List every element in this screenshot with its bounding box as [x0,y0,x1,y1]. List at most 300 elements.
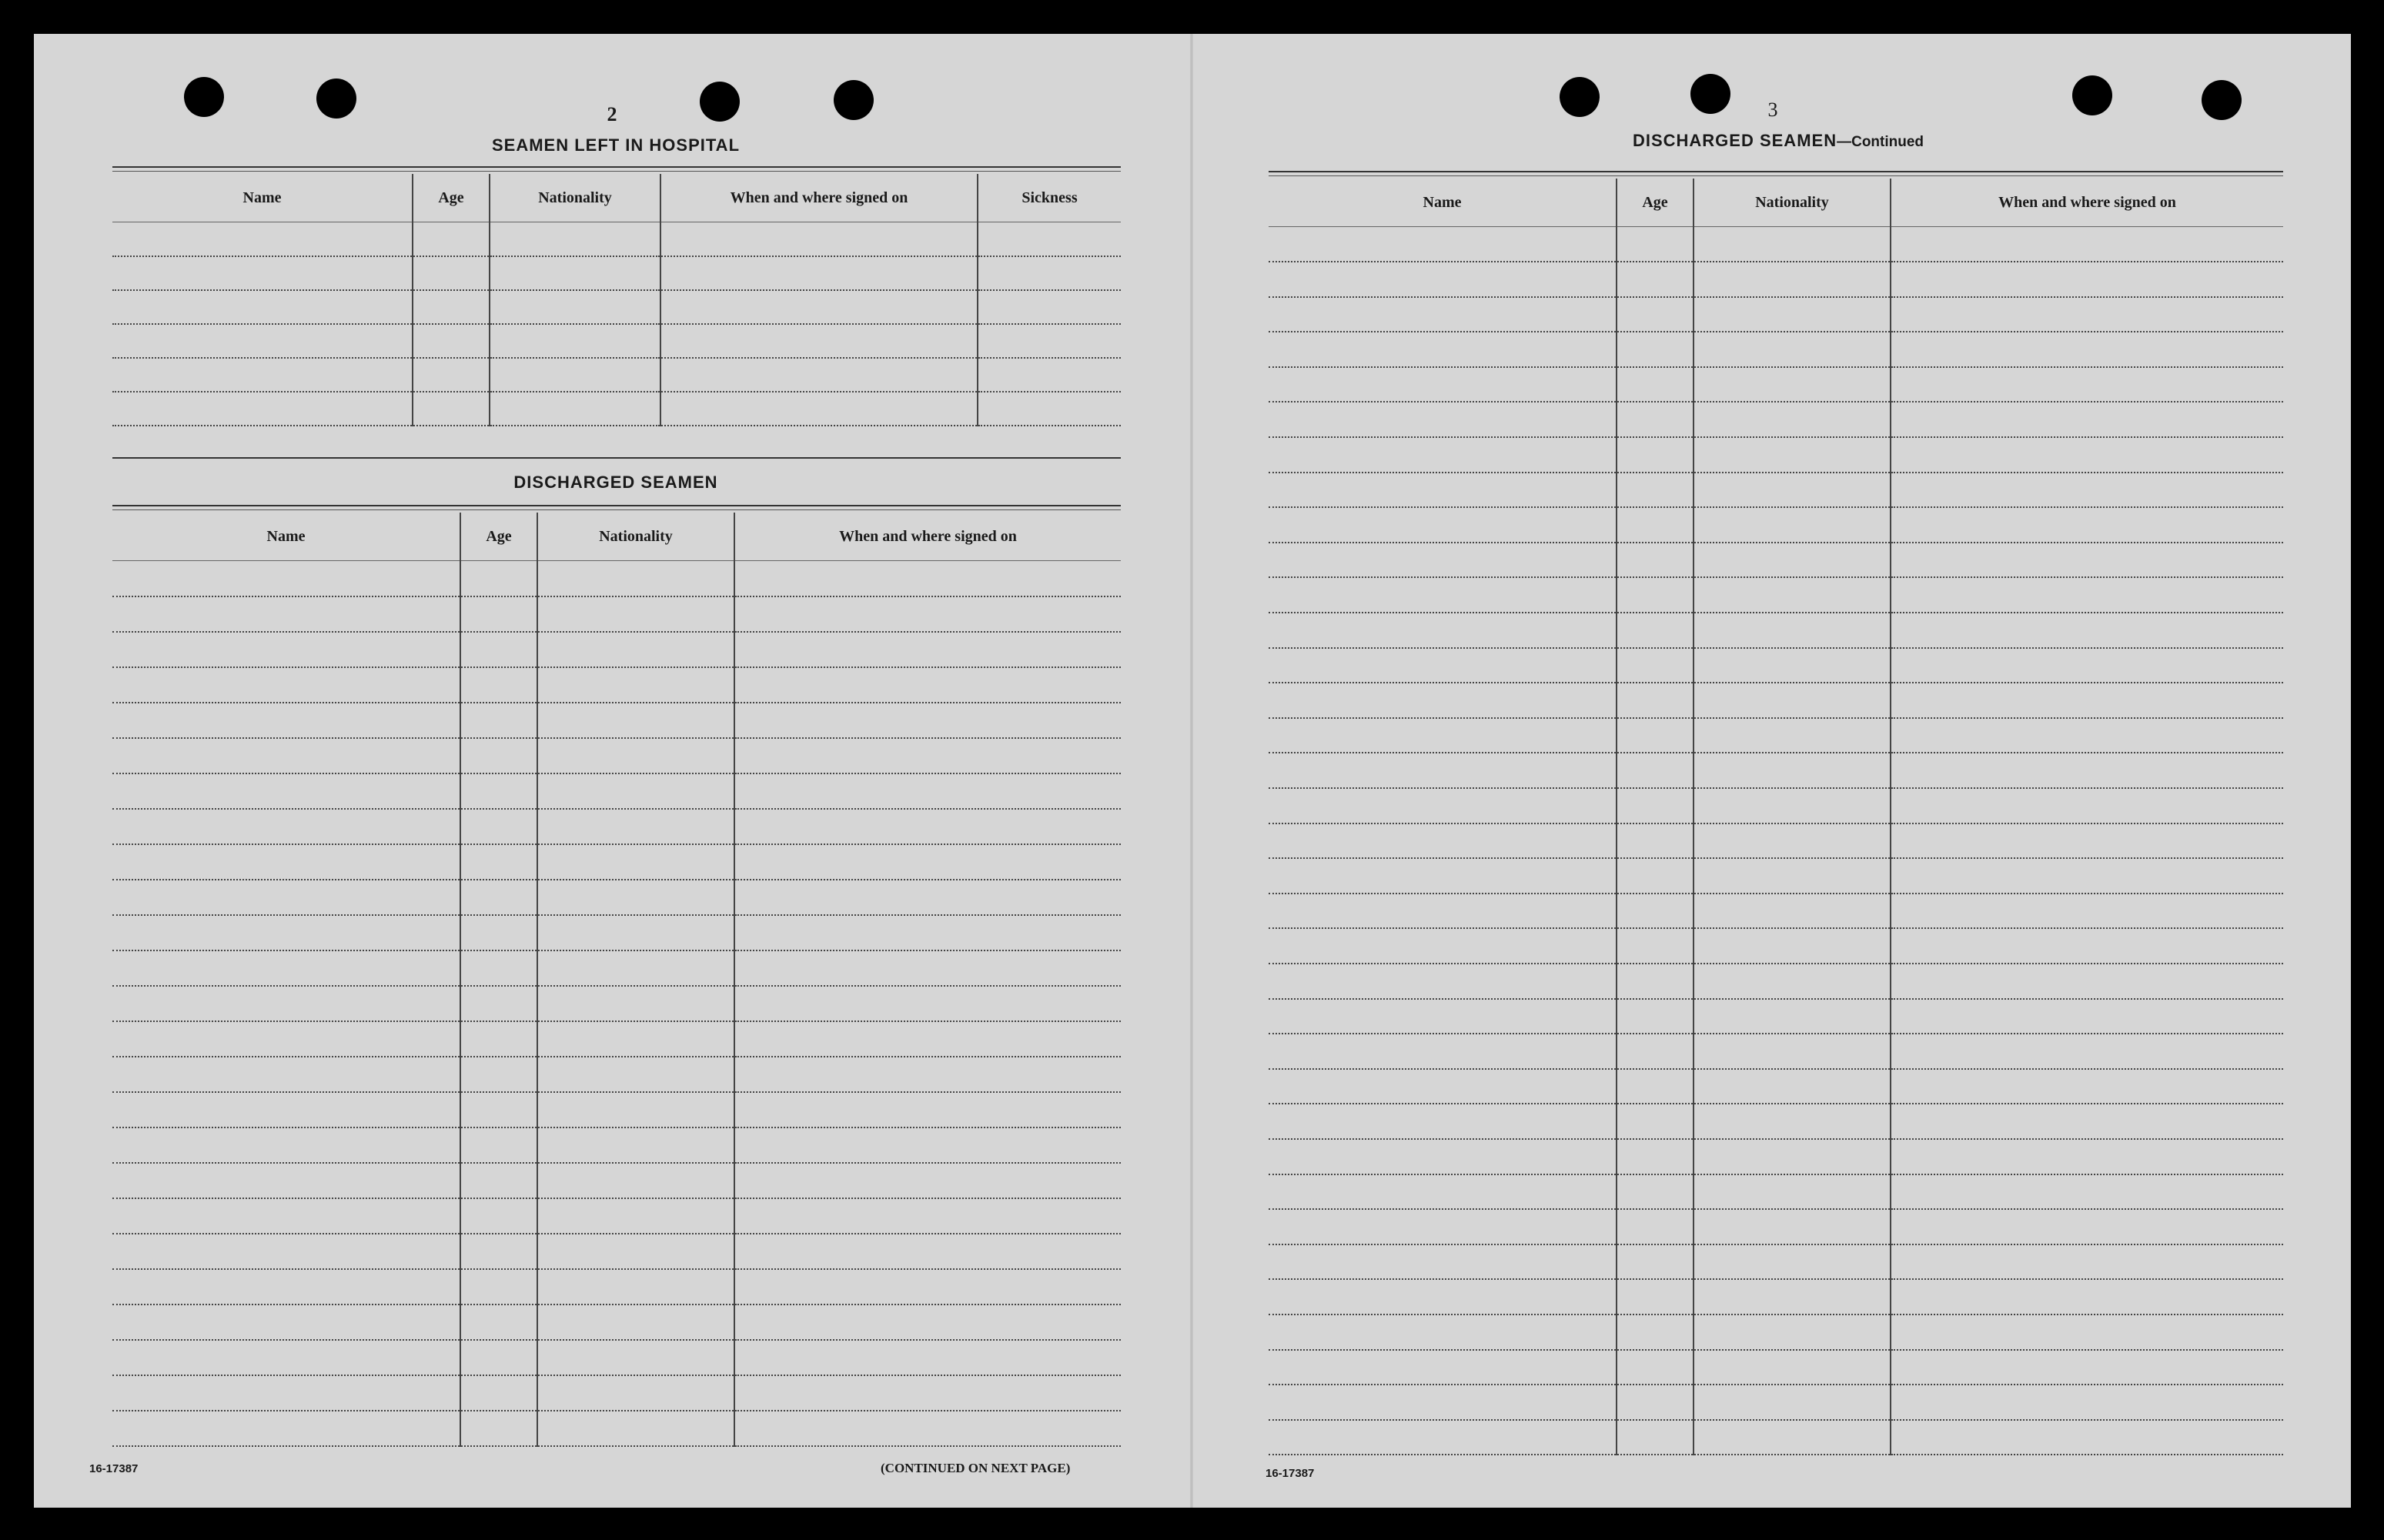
blank-entry-cell[interactable] [1694,999,1891,1034]
blank-entry-cell[interactable] [112,738,460,773]
blank-entry-cell[interactable] [1269,1174,1617,1210]
blank-entry-cell[interactable] [1694,1315,1891,1350]
blank-entry-cell[interactable] [1269,543,1617,578]
blank-entry-cell[interactable] [537,986,734,1021]
blank-entry-cell[interactable] [734,1092,1121,1127]
blank-entry-cell[interactable] [734,1375,1121,1411]
blank-entry-cell[interactable] [734,1057,1121,1092]
blank-entry-cell[interactable] [460,738,537,773]
blank-entry-cell[interactable] [1694,928,1891,964]
blank-entry-cell[interactable] [1694,437,1891,473]
blank-entry-cell[interactable] [460,809,537,844]
blank-entry-cell[interactable] [1269,1385,1617,1420]
blank-entry-row [1269,262,2283,297]
blank-entry-cell[interactable] [1694,788,1891,823]
blank-entry-cell[interactable] [1891,1209,2283,1244]
blank-entry-cell[interactable] [1617,1350,1694,1385]
blank-entry-cell[interactable] [1891,367,2283,403]
blank-entry-cell[interactable] [1694,367,1891,403]
blank-entry-cell[interactable] [1891,1139,2283,1174]
blank-entry-cell[interactable] [1694,1104,1891,1139]
blank-entry-cell[interactable] [1617,367,1694,403]
hospital-table [112,174,1121,426]
blank-entry-cell[interactable] [1617,1174,1694,1210]
blank-entry-cell[interactable] [112,1127,460,1163]
blank-entry-row [112,809,1121,844]
blank-entry-cell[interactable] [734,844,1121,880]
blank-entry-cell[interactable] [1891,613,2283,648]
blank-entry-cell[interactable] [112,392,413,426]
blank-entry-cell[interactable] [460,880,537,915]
blank-entry-cell[interactable] [1617,297,1694,332]
blank-entry-cell[interactable] [1617,473,1694,508]
blank-entry-cell[interactable] [1891,753,2283,788]
blank-entry-cell[interactable] [1617,437,1694,473]
blank-entry-cell[interactable] [1891,1279,2283,1315]
blank-entry-cell[interactable] [1694,858,1891,894]
blank-entry-cell[interactable] [1891,718,2283,753]
blank-entry-cell[interactable] [460,667,537,703]
blank-entry-cell[interactable] [1269,964,1617,999]
blank-entry-cell[interactable] [734,1021,1121,1057]
blank-entry-cell[interactable] [1891,683,2283,718]
blank-entry-row [112,1057,1121,1092]
blank-entry-cell[interactable] [978,290,1121,324]
blank-entry-cell[interactable] [1891,928,2283,964]
blank-entry-cell[interactable] [460,632,537,667]
blank-entry-cell[interactable] [1694,1420,1891,1455]
blank-entry-cell[interactable] [112,561,460,596]
blank-entry-cell[interactable] [112,1092,460,1127]
section-title-text: DISCHARGED SEAMEN [1632,131,1837,150]
blank-entry-cell[interactable] [460,596,537,632]
blank-entry-cell[interactable] [1269,788,1617,823]
blank-entry-cell[interactable] [112,1234,460,1269]
blank-entry-cell[interactable] [1269,718,1617,753]
blank-entry-row [1269,928,2283,964]
blank-entry-cell[interactable] [537,667,734,703]
blank-entry-cell[interactable] [490,256,660,290]
blank-entry-cell[interactable] [734,1411,1121,1446]
blank-entry-cell[interactable] [1269,577,1617,613]
blank-entry-cell[interactable] [1694,1139,1891,1174]
blank-entry-cell[interactable] [1694,1209,1891,1244]
blank-entry-cell[interactable] [537,1234,734,1269]
col-name: Name [112,513,460,561]
blank-entry-row [112,1340,1121,1375]
blank-entry-cell[interactable] [537,915,734,950]
blank-entry-cell[interactable] [460,1234,537,1269]
blank-entry-row [112,880,1121,915]
blank-entry-cell[interactable] [1694,402,1891,437]
blank-entry-cell[interactable] [413,358,490,392]
blank-entry-cell[interactable] [537,1198,734,1234]
blank-entry-cell[interactable] [460,1198,537,1234]
blank-entry-cell[interactable] [460,1092,537,1127]
blank-entry-cell[interactable] [1269,648,1617,683]
blank-entry-cell[interactable] [1617,1139,1694,1174]
blank-entry-cell[interactable] [1694,1174,1891,1210]
blank-entry-cell[interactable] [460,1340,537,1375]
blank-entry-cell[interactable] [112,1411,460,1446]
blank-entry-cell[interactable] [1617,227,1694,262]
blank-entry-cell[interactable] [1891,1420,2283,1455]
blank-entry-cell[interactable] [1617,683,1694,718]
blank-entry-cell[interactable] [734,1198,1121,1234]
blank-entry-cell[interactable] [1269,367,1617,403]
blank-entry-cell[interactable] [1694,1069,1891,1104]
blank-entry-row [1269,718,2283,753]
blank-entry-cell[interactable] [1694,543,1891,578]
blank-entry-cell[interactable] [413,324,490,358]
blank-entry-cell[interactable] [112,222,413,256]
blank-entry-cell[interactable] [537,809,734,844]
blank-entry-cell[interactable] [1269,402,1617,437]
blank-entry-cell[interactable] [1269,1104,1617,1139]
blank-entry-cell[interactable] [1617,894,1694,929]
blank-entry-cell[interactable] [460,1163,537,1198]
blank-entry-cell[interactable] [112,632,460,667]
blank-entry-cell[interactable] [537,738,734,773]
blank-entry-row [112,290,1121,324]
blank-entry-cell[interactable] [537,1411,734,1446]
blank-entry-cell[interactable] [1269,1420,1617,1455]
blank-entry-cell[interactable] [460,703,537,738]
blank-entry-cell[interactable] [1617,858,1694,894]
blank-entry-cell[interactable] [1891,1385,2283,1420]
blank-entry-cell[interactable] [734,1340,1121,1375]
blank-entry-cell[interactable] [460,773,537,809]
blank-entry-cell[interactable] [1269,297,1617,332]
blank-entry-cell[interactable] [1694,1279,1891,1315]
blank-entry-cell[interactable] [112,596,460,632]
blank-entry-cell[interactable] [1269,1069,1617,1104]
blank-entry-cell[interactable] [660,324,978,358]
blank-entry-cell[interactable] [1269,613,1617,648]
blank-entry-cell[interactable] [537,1304,734,1340]
blank-entry-cell[interactable] [1617,1315,1694,1350]
col-name: Name [112,174,413,222]
blank-entry-cell[interactable] [1891,648,2283,683]
blank-entry-cell[interactable] [1617,964,1694,999]
blank-entry-cell[interactable] [1617,1104,1694,1139]
blank-entry-cell[interactable] [460,986,537,1021]
blank-entry-cell[interactable] [460,1411,537,1446]
blank-entry-cell[interactable] [1891,964,2283,999]
blank-entry-cell[interactable] [1694,753,1891,788]
blank-entry-cell[interactable] [112,1375,460,1411]
blank-entry-cell[interactable] [734,1269,1121,1304]
blank-entry-cell[interactable] [734,667,1121,703]
blank-entry-cell[interactable] [537,1092,734,1127]
blank-entry-cell[interactable] [734,986,1121,1021]
blank-entry-cell[interactable] [1891,262,2283,297]
blank-entry-cell[interactable] [112,880,460,915]
blank-entry-cell[interactable] [734,703,1121,738]
blank-entry-cell[interactable] [734,1304,1121,1340]
blank-entry-cell[interactable] [1694,473,1891,508]
blank-entry-cell[interactable] [734,809,1121,844]
blank-entry-cell[interactable] [112,844,460,880]
blank-entry-cell[interactable] [1269,823,1617,859]
blank-entry-cell[interactable] [1617,402,1694,437]
blank-entry-cell[interactable] [1617,1209,1694,1244]
blank-entry-cell[interactable] [1694,297,1891,332]
blank-entry-cell[interactable] [1269,683,1617,718]
blank-entry-row [112,1021,1121,1057]
blank-entry-cell[interactable] [1617,823,1694,859]
blank-entry-cell[interactable] [1694,332,1891,367]
blank-entry-cell[interactable] [1617,1420,1694,1455]
blank-entry-cell[interactable] [734,1234,1121,1269]
blank-entry-cell[interactable] [1694,823,1891,859]
blank-entry-cell[interactable] [1617,1279,1694,1315]
blank-entry-cell[interactable] [1617,718,1694,753]
blank-entry-cell[interactable] [1269,227,1617,262]
blank-entry-cell[interactable] [537,632,734,667]
blank-entry-cell[interactable] [1891,473,2283,508]
blank-entry-cell[interactable] [537,561,734,596]
blank-entry-cell[interactable] [413,256,490,290]
blank-entry-cell[interactable] [1269,753,1617,788]
blank-entry-cell[interactable] [112,809,460,844]
blank-entry-cell[interactable] [1891,1244,2283,1280]
blank-entry-cell[interactable] [1269,1139,1617,1174]
blank-entry-cell[interactable] [1694,1385,1891,1420]
blank-entry-cell[interactable] [537,703,734,738]
blank-entry-cell[interactable] [1694,507,1891,543]
blank-entry-cell[interactable] [1891,1315,2283,1350]
blank-entry-cell[interactable] [1694,1350,1891,1385]
blank-entry-cell[interactable] [1617,648,1694,683]
blank-entry-cell[interactable] [1694,227,1891,262]
blank-entry-cell[interactable] [1617,507,1694,543]
blank-entry-cell[interactable] [1617,577,1694,613]
blank-entry-cell[interactable] [490,324,660,358]
punch-hole [316,79,356,119]
blank-entry-cell[interactable] [460,950,537,986]
blank-entry-cell[interactable] [1891,823,2283,859]
blank-entry-cell[interactable] [1269,894,1617,929]
blank-entry-cell[interactable] [734,915,1121,950]
blank-entry-cell[interactable] [537,1127,734,1163]
blank-entry-cell[interactable] [460,844,537,880]
blank-entry-row [112,738,1121,773]
blank-entry-row [112,1163,1121,1198]
blank-entry-cell[interactable] [1269,1244,1617,1280]
blank-entry-cell[interactable] [660,392,978,426]
blank-entry-cell[interactable] [1617,1385,1694,1420]
blank-entry-cell[interactable] [1891,894,2283,929]
blank-entry-cell[interactable] [660,222,978,256]
blank-entry-cell[interactable] [112,256,413,290]
blank-entry-cell[interactable] [460,1304,537,1340]
blank-entry-cell[interactable] [1891,297,2283,332]
blank-entry-cell[interactable] [413,290,490,324]
blank-entry-cell[interactable] [537,880,734,915]
blank-entry-cell[interactable] [978,392,1121,426]
blank-entry-cell[interactable] [537,773,734,809]
blank-entry-cell[interactable] [413,222,490,256]
blank-entry-cell[interactable] [1694,262,1891,297]
blank-entry-row [1269,543,2283,578]
discharged-continued-title [1540,131,2017,151]
blank-entry-cell[interactable] [112,1057,460,1092]
blank-entry-cell[interactable] [1617,1069,1694,1104]
col-sickness: Sickness [978,174,1121,222]
blank-entry-cell[interactable] [1269,858,1617,894]
blank-entry-cell[interactable] [1891,227,2283,262]
blank-entry-cell[interactable] [1617,753,1694,788]
blank-entry-cell[interactable] [112,1304,460,1340]
blank-entry-cell[interactable] [734,880,1121,915]
blank-entry-cell[interactable] [537,596,734,632]
blank-entry-cell[interactable] [460,561,537,596]
blank-entry-cell[interactable] [537,1269,734,1304]
blank-entry-row [1269,577,2283,613]
blank-entry-cell[interactable] [537,950,734,986]
blank-entry-cell[interactable] [660,256,978,290]
blank-entry-cell[interactable] [1891,1350,2283,1385]
discharged-header-row [112,513,1121,561]
blank-entry-cell[interactable] [1694,1244,1891,1280]
blank-entry-cell[interactable] [734,950,1121,986]
blank-entry-cell[interactable] [1269,262,1617,297]
blank-entry-cell[interactable] [112,667,460,703]
blank-entry-cell[interactable] [112,1163,460,1198]
blank-entry-cell[interactable] [1891,788,2283,823]
blank-entry-cell[interactable] [978,222,1121,256]
blank-entry-cell[interactable] [978,358,1121,392]
blank-entry-row [1269,1279,2283,1315]
blank-entry-cell[interactable] [1269,473,1617,508]
blank-entry-cell[interactable] [112,950,460,986]
blank-entry-cell[interactable] [537,1163,734,1198]
blank-entry-cell[interactable] [1617,1244,1694,1280]
page-fold [1190,34,1193,1508]
blank-entry-cell[interactable] [734,773,1121,809]
blank-entry-cell[interactable] [112,1340,460,1375]
blank-entry-cell[interactable] [1891,1069,2283,1104]
blank-entry-cell[interactable] [1694,1034,1891,1069]
blank-entry-cell[interactable] [112,703,460,738]
blank-entry-cell[interactable] [537,1021,734,1057]
blank-entry-cell[interactable] [490,358,660,392]
blank-entry-cell[interactable] [1891,1174,2283,1210]
blank-entry-cell[interactable] [1694,683,1891,718]
blank-entry-cell[interactable] [734,738,1121,773]
blank-entry-cell[interactable] [978,324,1121,358]
blank-entry-cell[interactable] [112,1021,460,1057]
blank-entry-cell[interactable] [1891,543,2283,578]
blank-entry-cell[interactable] [537,844,734,880]
blank-entry-cell[interactable] [460,1375,537,1411]
blank-entry-cell[interactable] [1617,788,1694,823]
blank-entry-cell[interactable] [112,1269,460,1304]
blank-entry-cell[interactable] [734,596,1121,632]
blank-entry-row [1269,1174,2283,1210]
blank-entry-cell[interactable] [1694,613,1891,648]
blank-entry-cell[interactable] [490,290,660,324]
form-number-right: 16-17387 [1266,1467,1315,1480]
blank-entry-cell[interactable] [1891,577,2283,613]
blank-entry-cell[interactable] [660,290,978,324]
blank-entry-cell[interactable] [460,1021,537,1057]
blank-entry-cell[interactable] [112,358,413,392]
blank-entry-cell[interactable] [490,392,660,426]
blank-entry-cell[interactable] [1269,437,1617,473]
blank-entry-cell[interactable] [112,986,460,1021]
blank-entry-cell[interactable] [460,915,537,950]
blank-entry-cell[interactable] [460,1057,537,1092]
punch-hole [700,82,740,122]
blank-entry-cell[interactable] [1694,894,1891,929]
blank-entry-cell[interactable] [978,256,1121,290]
blank-entry-cell[interactable] [660,358,978,392]
blank-entry-cell[interactable] [1891,1034,2283,1069]
blank-entry-cell[interactable] [734,1163,1121,1198]
blank-entry-cell[interactable] [112,773,460,809]
blank-entry-cell[interactable] [1269,999,1617,1034]
blank-entry-cell[interactable] [1617,928,1694,964]
blank-entry-cell[interactable] [1694,648,1891,683]
blank-entry-cell[interactable] [1694,964,1891,999]
blank-entry-cell[interactable] [1891,402,2283,437]
blank-entry-cell[interactable] [1891,437,2283,473]
blank-entry-cell[interactable] [1269,507,1617,543]
blank-entry-cell[interactable] [1694,577,1891,613]
blank-entry-cell[interactable] [1617,999,1694,1034]
blank-entry-cell[interactable] [1891,332,2283,367]
blank-entry-cell[interactable] [413,392,490,426]
blank-entry-cell[interactable] [537,1057,734,1092]
blank-entry-cell[interactable] [1269,1350,1617,1385]
blank-entry-cell[interactable] [1269,332,1617,367]
blank-entry-cell[interactable] [1617,1034,1694,1069]
blank-entry-cell[interactable] [537,1375,734,1411]
col-age: Age [413,174,490,222]
blank-entry-cell[interactable] [1269,1315,1617,1350]
blank-entry-cell[interactable] [734,1127,1121,1163]
blank-entry-cell[interactable] [734,632,1121,667]
blank-entry-cell[interactable] [1891,858,2283,894]
blank-entry-cell[interactable] [1269,1209,1617,1244]
blank-entry-cell[interactable] [1617,613,1694,648]
blank-entry-cell[interactable] [1891,507,2283,543]
blank-entry-cell[interactable] [1617,332,1694,367]
blank-entry-cell[interactable] [1269,1279,1617,1315]
blank-entry-cell[interactable] [1269,1034,1617,1069]
blank-entry-cell[interactable] [490,222,660,256]
blank-entry-row [112,358,1121,392]
blank-entry-cell[interactable] [112,915,460,950]
blank-entry-cell[interactable] [112,290,413,324]
blank-entry-row [1269,683,2283,718]
blank-entry-cell[interactable] [734,561,1121,596]
blank-entry-cell[interactable] [1269,928,1617,964]
blank-entry-cell[interactable] [1891,1104,2283,1139]
blank-entry-cell[interactable] [537,1340,734,1375]
blank-entry-cell[interactable] [112,1198,460,1234]
blank-entry-cell[interactable] [460,1127,537,1163]
blank-entry-cell[interactable] [1617,543,1694,578]
blank-entry-cell[interactable] [1891,999,2283,1034]
blank-entry-cell[interactable] [1694,718,1891,753]
blank-entry-cell[interactable] [1617,262,1694,297]
blank-entry-cell[interactable] [112,324,413,358]
blank-entry-row [1269,648,2283,683]
blank-entry-cell[interactable] [460,1269,537,1304]
